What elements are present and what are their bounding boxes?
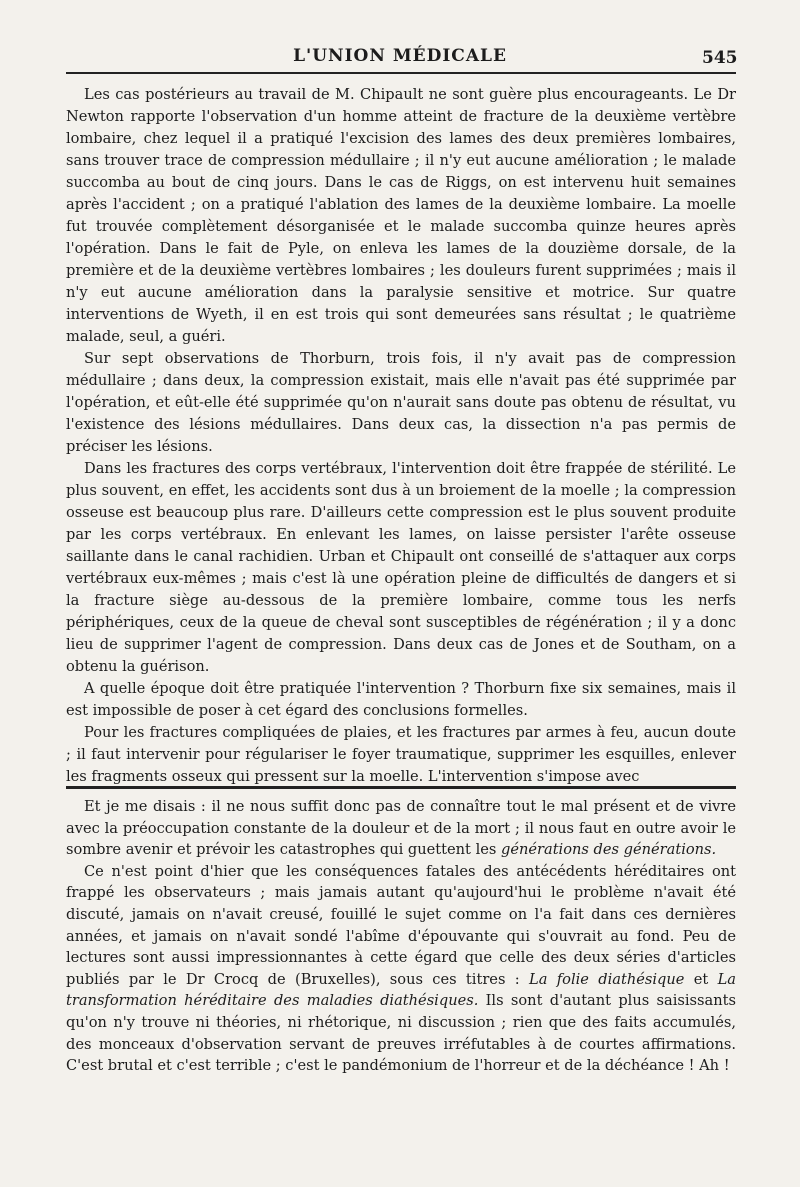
- paragraph-thorburn: Sur sept observations de Thorburn, trois fois, il n'y avait pas de compression médullaire ; dans deux, la compression existait, mais elle n'avait pas été supprimée par l'opération, et eût-elle été supprimée qu'on n'aurait sans doute pas obtenu de résultat, vu l'existence des lésions médullaires. Dans deux cas, la dissection n'a pas permis de préciser les lésions.: [66, 350, 736, 455]
- feuilleton-p2-text-a: Ce n'est point d'hier que les conséquences fatales des antécédents héréditaires ont frappé les observateurs ; mais jamais autant qu'aujourd'hui le problème n'avait été discuté, jamais on n'avait creusé, fouillé le sujet comme on l'a fait dans ces dernières années, et jamais on n'avait sondé l'abîme d'épouvante qui s'ouvrait au fond. Peu de lectures sont aussi impressionnantes à cette égard que celle des deux séries d'articles publiés par le Dr Crocq de (Bruxelles), sous ces titres :: [66, 862, 736, 988]
- feuilleton-p2-text-b: et: [684, 970, 718, 988]
- header-rule: [66, 72, 736, 74]
- paragraph-fractures-compliquees: Pour les fractures compliquées de plaies, et les fractures par armes à feu, aucun doute ; il faut intervenir pour régulariser le foyer traumatique, supprimer les esquilles, enlever les fragments osseux qui pressent sur la moelle. L'intervention s'impose avec: [66, 724, 736, 785]
- feuilleton-p2-title-1: La folie diathésique: [529, 970, 685, 988]
- feuilleton-p1-text: Et je me disais : il ne nous suffit donc pas de connaître tout le mal présent et de vivre avec la préoccupation constante de la douleur et de la mort ; il nous faut en outre avoir le sombre avenir et prévoir les catastrophes qui guettent les: [66, 798, 736, 859]
- feuilleton-paragraph-1: [66, 796, 736, 861]
- paragraph-corps-vertebraux: Dans les fractures des corps vertébraux, l'intervention doit être frappée de stérilité. Le plus souvent, en effet, les accidents sont dus à un broiement de la moelle ; la compression osseuse est beaucoup plus rare. D'ailleurs cette compression est le plus souvent produite par les corps vertébraux. En enlevant les lames, on laisse persister l'arête osseuse saillante dans le canal rachidien. Urban et Chipault ont conseillé de s'attaquer aux corps vertébraux eux-mêmes ; mais c'est là une opération pleine de difficultés de dangers et si la fracture siège au-dessous de la première lombaire, comme tous les nerfs périphériques, ceux de la queue de cheval sont susceptibles de régénération ; il y a donc lieu de supprimer l'agent de compression. Dans deux cas de Jones et de Southam, on a obtenu la guérison.: [66, 460, 736, 675]
- feuilleton-paragraph-2: [66, 861, 736, 1077]
- feuilleton-p1-italic: générations des générations.: [501, 841, 717, 859]
- page-number: 545: [702, 48, 738, 68]
- feuilleton-separator: [66, 786, 736, 789]
- feuilleton-body: [66, 796, 736, 1077]
- paragraph-cas-posterieurs: Les cas postérieurs au travail de M. Chipault ne sont guère plus encourageants. Le Dr Newton rapporte l'observation d'un homme atteint de fracture de la deuxième vertèbre lombaire, chez lequel il a pratiqué l'excision des lames des deux premières lombaires, sans trouver trace de compression médullaire ; il n'y eut aucune amélioration ; le malade succomba au bout de cinq jours. Dans le cas de Riggs, on est intervenu huit semaines après l'accident ; on a pratiqué l'ablation des lames de la deuxième lombaire. La moelle fut trouvée complètement désorganisée et le malade succomba quinze heures après l'opération. Dans le fait de Pyle, on enleva les lames de la douzième dorsale, de la première et de la deuxième vertèbres lombaires ; les douleurs furent supprimées ; mais il n'y eut aucune amélioration dans la paralysie sensitive et motrice. Sur quatre interventions de Wyeth, il en est trois qui sont demeurées sans résultat ; le quatrième malade, seul, a guéri.: [66, 86, 736, 345]
- paragraph-epoque: A quelle époque doit être pratiquée l'intervention ? Thorburn fixe six semaines, mais il est impossible de poser à cet égard des conclusions formelles.: [66, 680, 736, 719]
- feuilleton-p2-title-2: La transformation héréditaire des maladies diathésiques.: [66, 970, 736, 1010]
- feuilleton-p2-text-c: Ils sont d'autant plus saisissants qu'on n'y trouve ni théories, ni rhétorique, ni discussion ; rien que des faits accumulés, des monceaux d'observation servant de preuves irréfutables à de courtes affirmations. C'est brutal et c'est terrible ; c'est le pandémonium de l'horreur et de la déchéance ! Ah !: [66, 992, 736, 1075]
- journal-title: L'UNION MÉDICALE: [293, 46, 507, 66]
- article-body: [66, 84, 736, 788]
